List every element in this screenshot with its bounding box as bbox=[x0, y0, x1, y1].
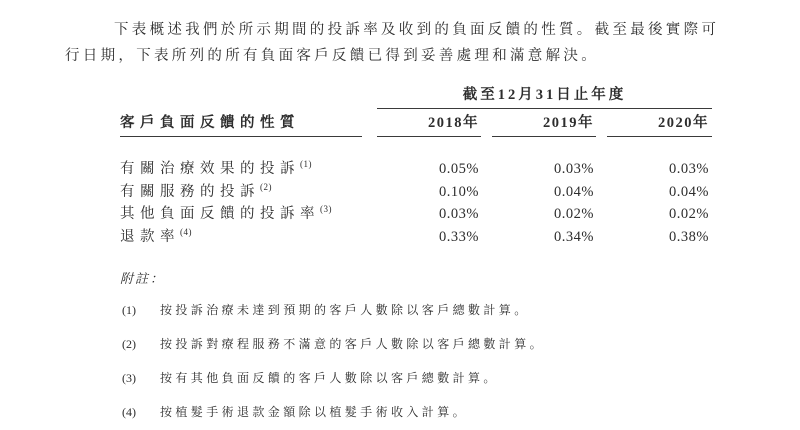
footnote-item bbox=[120, 370, 499, 386]
footnote-ref: (2) bbox=[260, 181, 272, 192]
cell-2020: 0.03% bbox=[669, 161, 709, 177]
cell-2019: 0.02% bbox=[554, 206, 594, 222]
footnote-number: (3) bbox=[122, 371, 136, 385]
cell-2020: 0.38% bbox=[669, 228, 709, 245]
row-label-text: 有關治療效果的投訴 bbox=[120, 161, 300, 177]
footnotes-title: 附註： bbox=[120, 271, 166, 286]
column-header-2019: 2019年 bbox=[543, 115, 594, 131]
row-label-text: 退款率 bbox=[120, 228, 180, 245]
row-label-text: 有關服務的投訴 bbox=[120, 183, 260, 200]
footnote-text: 按投訴對療程服務不滿意的客戶人數除以客戶總數計算。 bbox=[160, 337, 546, 351]
intro-line-2: 行日期，下表所列的所有負面客戶反饋已得到妥善處理和滿意解決。 bbox=[65, 48, 599, 64]
table-row bbox=[120, 181, 712, 204]
header-rule-2019 bbox=[492, 136, 596, 137]
cell-2019: 0.04% bbox=[554, 183, 594, 200]
row-label bbox=[120, 158, 377, 181]
cell-2020: 0.04% bbox=[669, 183, 709, 200]
table-row bbox=[120, 203, 712, 226]
column-header-2018: 2018年 bbox=[428, 115, 479, 131]
row-label bbox=[120, 203, 377, 226]
footnote-number: (4) bbox=[122, 405, 136, 419]
footnote-text: 按植髮手術退款金額除以植髮手術收入計算。 bbox=[160, 405, 469, 419]
cell-2018: 0.03% bbox=[439, 206, 479, 222]
row-label-text: 其他負面反饋的投訴率 bbox=[120, 206, 320, 222]
footnote-ref: (4) bbox=[180, 226, 192, 237]
cell-2018: 0.05% bbox=[439, 161, 479, 177]
intro-line-1: 下表概述我們於所示期間的投訴率及收到的負面反饋的性質。截至最後實際可 bbox=[114, 22, 720, 38]
footnote-item bbox=[120, 404, 468, 420]
footnote-text: 按投訴治療未達到預期的客戶人數除以客戶總數計算。 bbox=[160, 303, 530, 317]
footnotes-section bbox=[120, 268, 720, 419]
footnote-ref: (3) bbox=[320, 204, 332, 215]
cell-2019: 0.03% bbox=[554, 161, 594, 177]
cell-2018: 0.33% bbox=[439, 228, 479, 245]
cell-2020: 0.02% bbox=[669, 206, 709, 222]
column-header-2020: 2020年 bbox=[658, 115, 709, 131]
footnote-text: 按有其他負面反饋的客戶人數除以客戶總數計算。 bbox=[160, 371, 499, 385]
row-label bbox=[120, 226, 377, 249]
cell-2019: 0.34% bbox=[554, 228, 594, 245]
footnote-ref: (1) bbox=[300, 159, 312, 170]
header-rule-2018 bbox=[377, 136, 481, 137]
footnote-item bbox=[120, 336, 545, 352]
table-body bbox=[120, 158, 712, 248]
row-header-label: 客戶負面反饋的性質 bbox=[120, 115, 300, 131]
header-rule-2020 bbox=[607, 136, 712, 137]
span-header-rule bbox=[377, 108, 712, 109]
footnote-number: (2) bbox=[122, 337, 136, 351]
header-rule-label-column bbox=[120, 136, 362, 137]
footnote-number: (1) bbox=[122, 303, 136, 317]
row-label bbox=[120, 181, 377, 204]
table-span-header: 截至12月31日止年度 bbox=[462, 87, 627, 103]
cell-2018: 0.10% bbox=[439, 183, 479, 200]
table-row bbox=[120, 226, 712, 249]
intro-paragraph bbox=[65, 17, 755, 69]
table-header-row bbox=[120, 113, 712, 133]
table-row bbox=[120, 158, 712, 181]
footnote-item bbox=[120, 302, 530, 318]
